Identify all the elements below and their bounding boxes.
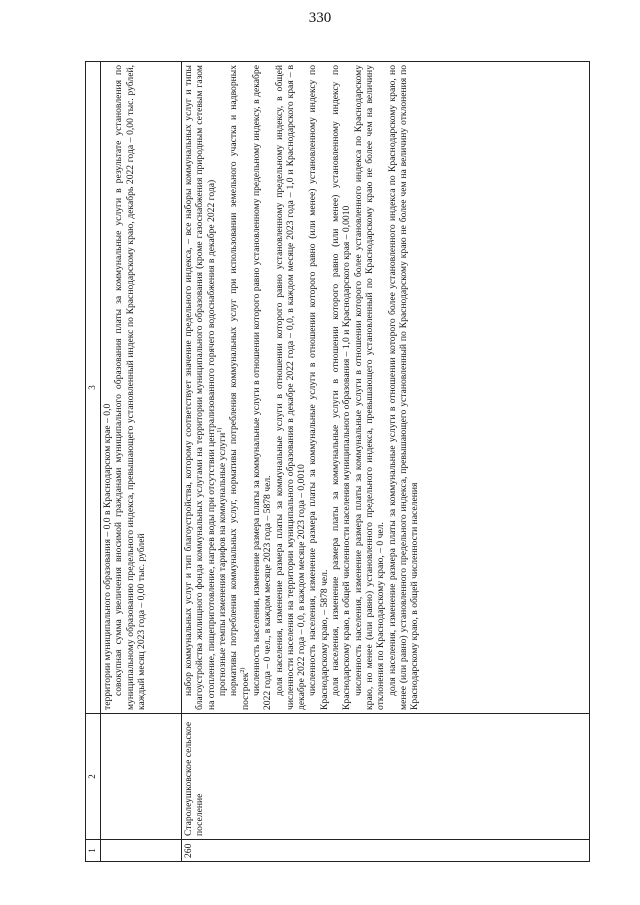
- rotated-table-container: [85, 62, 590, 862]
- header-col-1: 1: [86, 840, 101, 862]
- table-row-continuation: [101, 62, 182, 862]
- paragraph: доля населения, изменение размера платы за коммунальные услуги в отношении которого равно установленному предельному индексу, в общей численности населения на территории муниципального образования в декабре 2022 года – 0,0, в каждом месяце 2023 года – 1,0 и Краснодарского края – в декабре 2022 года – 0,0, в каждом месяце 2023 года – 0,0010: [273, 65, 308, 710]
- continuation-number-cell: [101, 840, 182, 862]
- paragraph: численность населения, изменение размера платы за коммунальные услуги в отношении которого равно (или менее) установленному индексу по Краснодарскому краю, – 5878 чел.: [307, 65, 330, 710]
- text-line: территории муниципального образования – 0,0 в Краснодарском крае – 0,0: [102, 403, 113, 710]
- header-col-3: 3: [86, 62, 101, 714]
- paragraph: численность населения, изменение размера платы за коммунальные услуги в отношении которого равно установленному предельному индексу, в декабре 2022 года – 0 чел., в каждом месяце 2023 года – 5878 чел.: [250, 65, 274, 710]
- paragraph: численность населения, изменение размера платы за коммунальные услуги в отношении которого более установленного индекса по Краснодарскому краю, но менее (или равно) установленного предельного индекса, превышающего установленный по Краснодарскому краю не более чем на величину отклонения по Краснодарскому краю, – 0 чел.: [352, 65, 387, 710]
- page-number: 330: [308, 10, 332, 26]
- header-col-2: 2: [86, 714, 101, 840]
- continuation-text-cell: [101, 62, 182, 714]
- text-line: совокупная сумма увеличения вносимой гражданами муниципального образования платы за коммунальные услуги в результате установления по муниципальному образованию предельного индекса, превышающего установленный индекс по Краснодарскому краю, декабрь 2022 года – 0,00 тыс. рублей, каждый месяц 2023 года – 0,00 тыс. рублей: [113, 65, 147, 710]
- entry-number-cell: 260: [182, 840, 590, 862]
- paragraph: доля населения, изменение размера платы за коммунальные услуги в отношении которого более установленного индекса по Краснодарскому краю, но менее (или равно) установленного предельного индекса, превышающего установленный по Краснодарскому краю не более чем на величину отклонения по Краснодарскому краю, в общей численности населения: [386, 65, 421, 710]
- document-table: [85, 61, 590, 862]
- paragraph: нормативы потребления коммунальных услуг, нормативы потребления коммунальных услуг при использовании земельного участка и надворных построек$^{2)}$: [228, 65, 251, 710]
- entry-text-cell: [182, 62, 590, 714]
- paragraph: прогнозные темпы изменения тарифов на коммунальные услуги$^{1)}$: [216, 427, 228, 696]
- table-row-entry: [182, 62, 590, 862]
- paragraph: доля населения, изменение размера платы за коммунальные услуги в отношении которого равно (или менее) установленному индексу по Краснодарскому краю, в общей численности населения муниципального образования – 1,0 и Краснодарского края – 0,0010: [330, 65, 353, 710]
- continuation-name-cell: [101, 714, 182, 840]
- entry-name-cell: Старолеушковское сельское поселение: [182, 714, 590, 840]
- table-header-row: [86, 62, 101, 862]
- paragraph: набор коммунальных услуг и тип благоустройства, которому соответствует значение предельного индекса, – все наборы коммунальных услуг и типы благоустройства жилищного фонда коммунальных услугами на территории муниципального образования (кроме газоснабжения природным сетевым газом на отопление, пищеприготовление, нагрев воды при отсутствии централизованного горячего водоснабжения в декабре 2022 года): [183, 65, 217, 710]
